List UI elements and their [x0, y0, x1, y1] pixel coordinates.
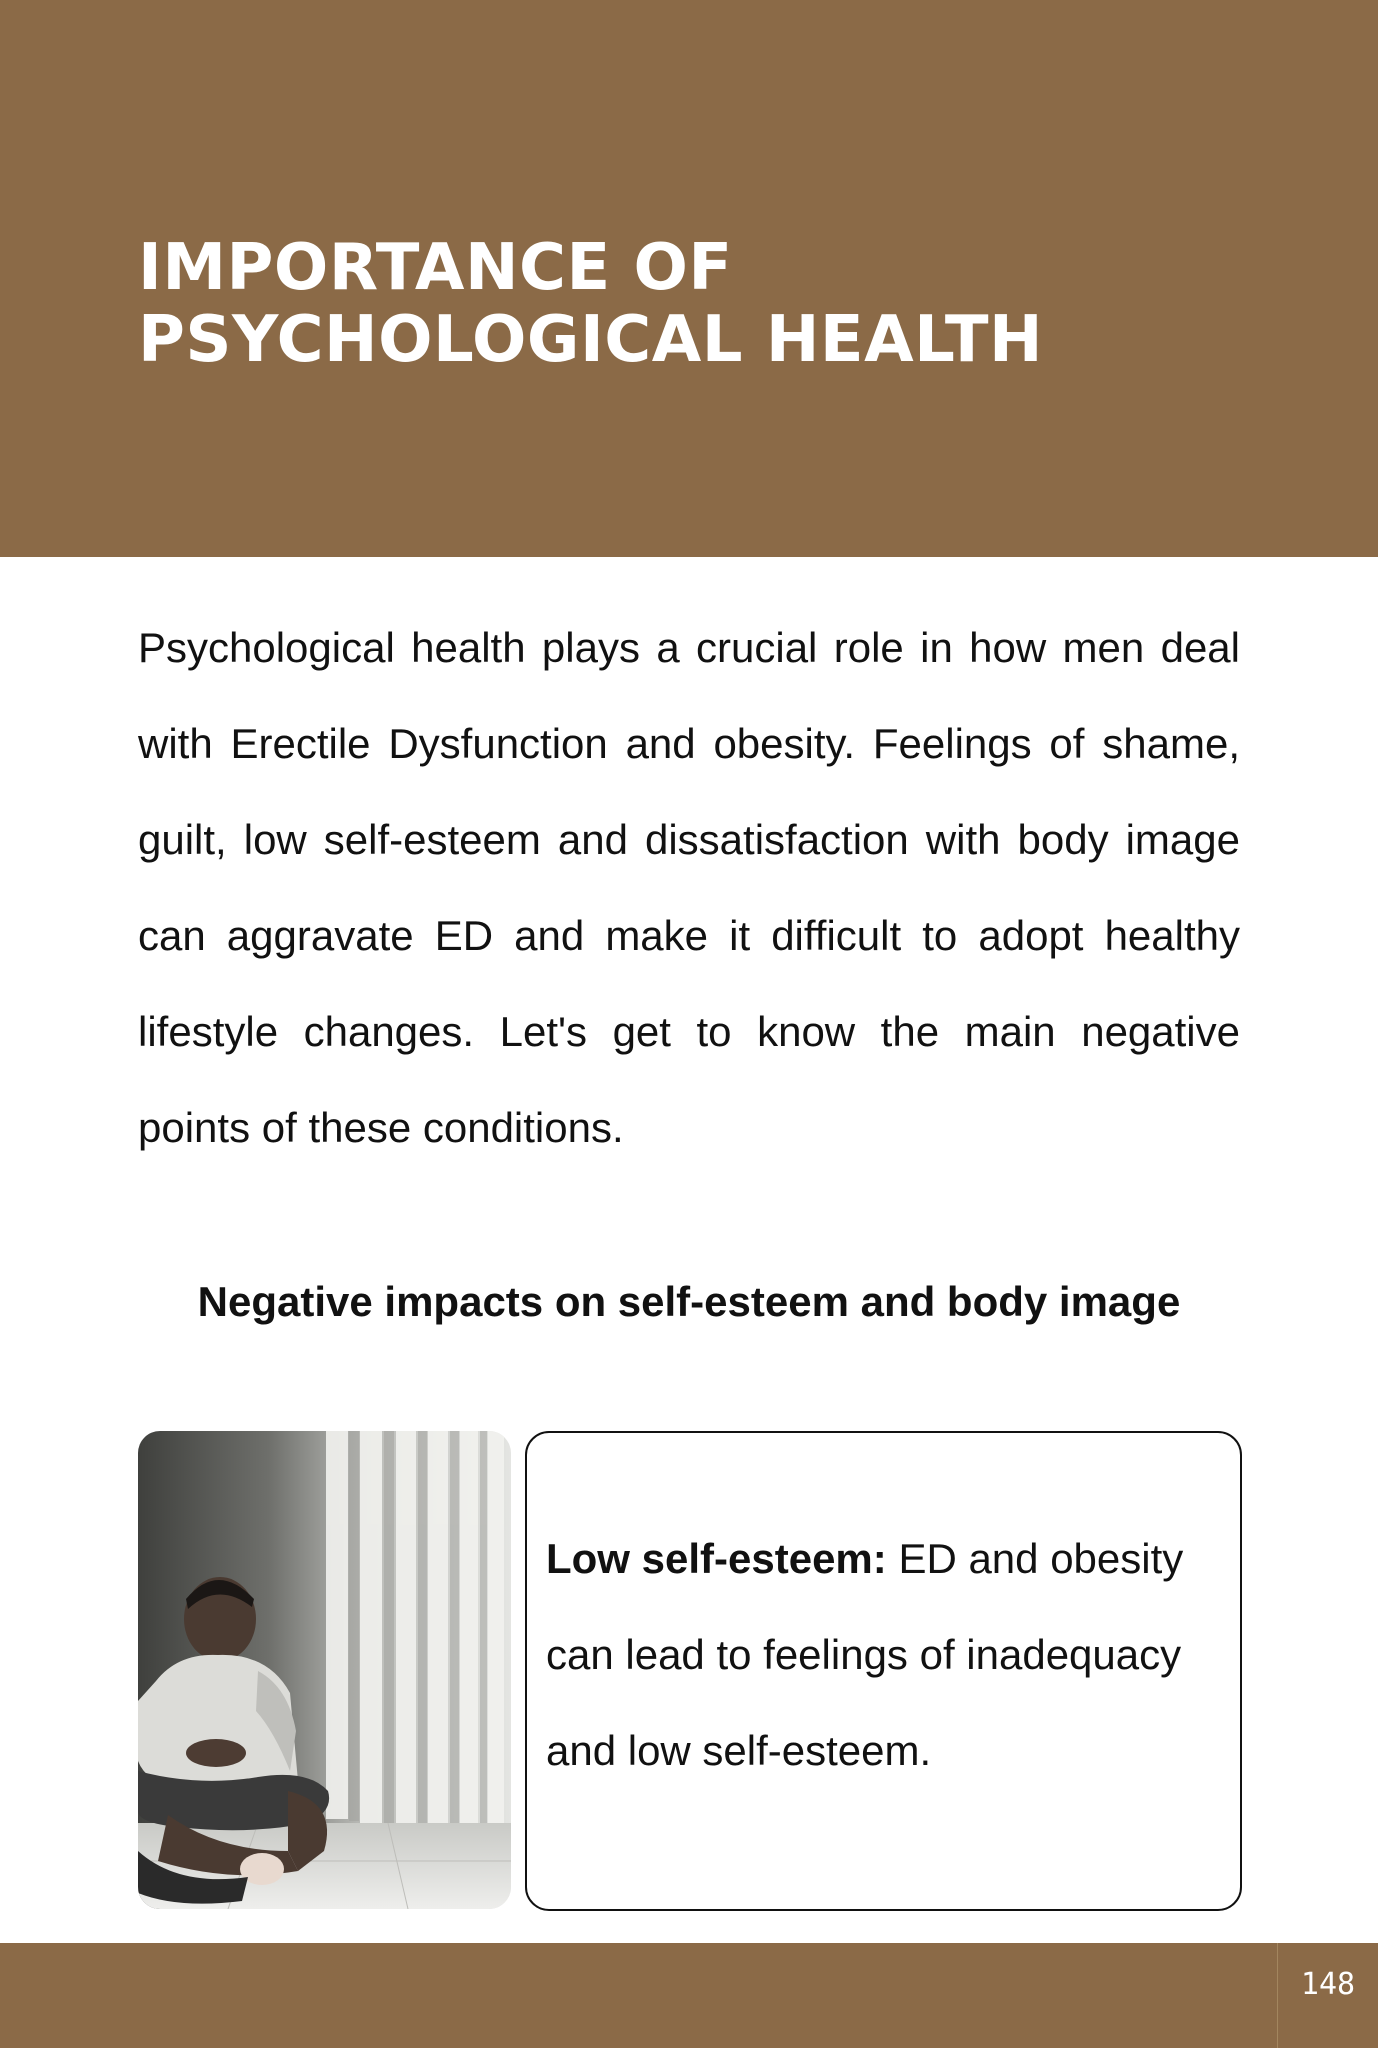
info-card-description: ED and obesity can lead to feelings of inadequacy and low self-esteem. — [546, 1535, 1184, 1774]
page-title-line-2: PSYCHOLOGICAL HEALTH — [138, 303, 1044, 377]
sad-man-illustration — [138, 1431, 511, 1909]
section-heading: Negative impacts on self-esteem and body image — [197, 1278, 1181, 1325]
header-band — [0, 0, 1378, 557]
page-number: 148 — [1277, 1943, 1378, 2048]
page-title-line-1: IMPORTANCE OF — [138, 231, 733, 305]
info-card-low-self-esteem — [525, 1431, 1242, 1911]
info-card-text — [546, 1511, 1206, 1799]
page-title — [138, 232, 1288, 376]
info-card-term: Low self-esteem: — [546, 1535, 887, 1582]
footer-band — [0, 1943, 1378, 2048]
sad-man-photo — [138, 1431, 511, 1909]
intro-paragraph: Psychological health plays a crucial role in how men deal with Erectile Dysfunction and obesity. Feelings of shame, guilt, low self-esteem and dissatisfaction with body image can aggravate ED and make it difficult to adopt healthy lifestyle changes. Let's get to know the main negative points of these conditions. — [138, 624, 1240, 1151]
